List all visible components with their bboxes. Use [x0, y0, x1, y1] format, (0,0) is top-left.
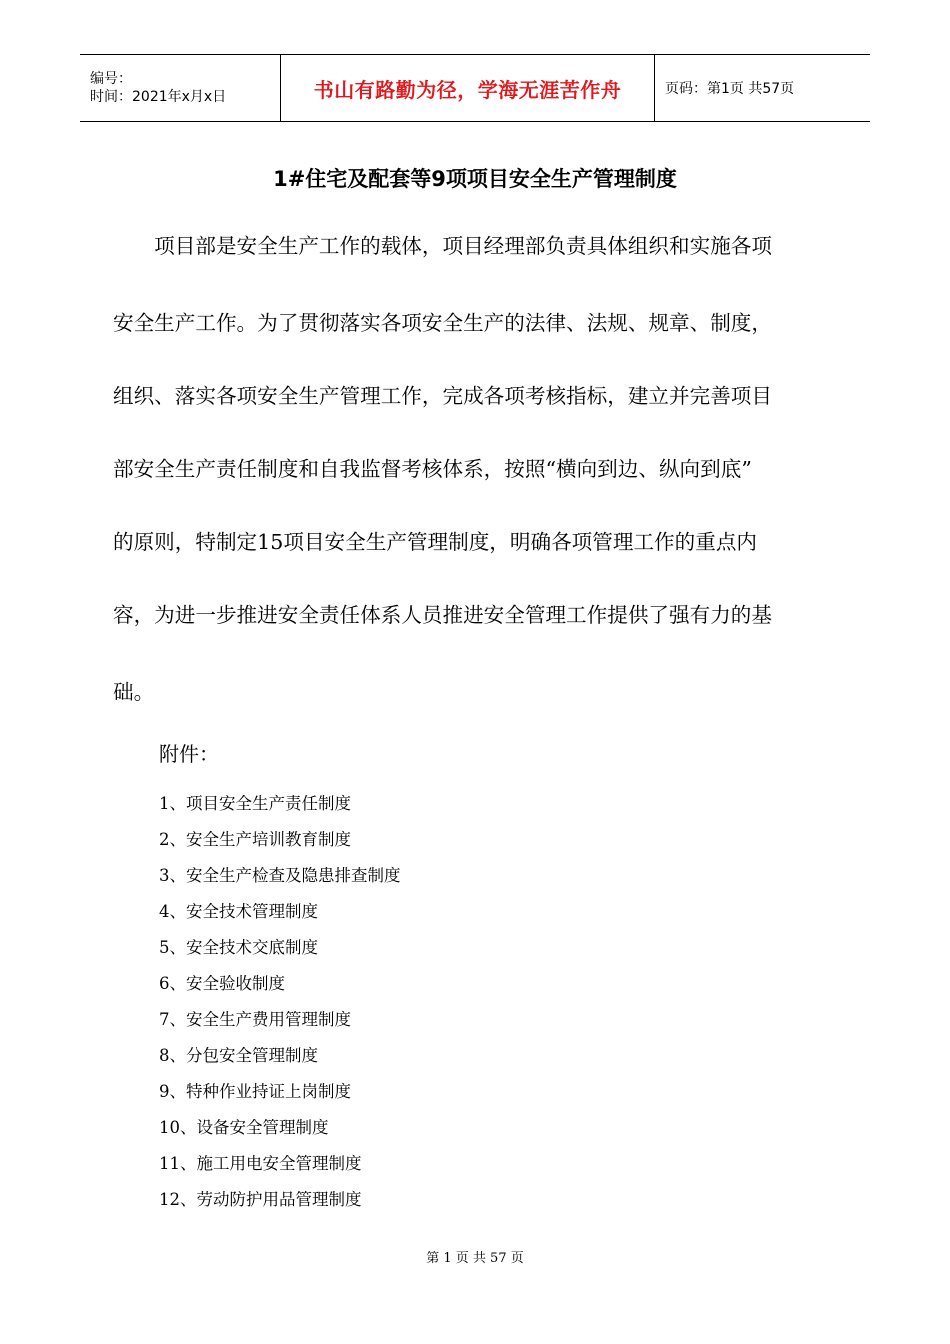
paragraph-line: 部安全生产责任制度和自我监督考核体系，按照“横向到边、纵向到底”: [113, 457, 752, 481]
list-item: 5、安全技术交底制度: [159, 938, 318, 957]
document-time: 时间：2021年x月x日: [90, 89, 227, 105]
header-page-info: [655, 55, 870, 121]
list-item: 9、特种作业持证上岗制度: [159, 1082, 351, 1101]
paragraph-line: 项目部是安全生产工作的载体，项目经理部负责具体组织和实施各项: [113, 234, 772, 258]
list-item: 6、安全验收制度: [159, 974, 285, 993]
document-title: 1#住宅及配套等9项项目安全生产管理制度: [273, 167, 677, 191]
list-item: 11、施工用电安全管理制度: [159, 1154, 362, 1173]
page-info-text: 页码：第1页 共57页: [665, 81, 795, 97]
paragraph-line: 组织、落实各项安全生产管理工作，完成各项考核指标，建立并完善项目: [113, 384, 772, 408]
paragraph-line: 容，为进一步推进安全责任体系人员推进安全管理工作提供了强有力的基: [113, 603, 772, 627]
attachment-label: 附件：: [159, 742, 219, 766]
header-motto: [281, 55, 655, 121]
list-item: 1、项目安全生产责任制度: [159, 794, 351, 813]
paragraph-line: 的原则，特制定15项目安全生产管理制度，明确各项管理工作的重点内: [113, 530, 758, 554]
list-item: 8、分包安全管理制度: [159, 1046, 318, 1065]
page-footer: 第 1 页 共 57 页: [426, 1251, 524, 1266]
page-header: [80, 54, 870, 122]
list-item: 3、安全生产检查及隐患排查制度: [159, 866, 401, 885]
list-item: 4、安全技术管理制度: [159, 902, 318, 921]
document-number-label: 编号：: [90, 71, 132, 87]
list-item: 7、安全生产费用管理制度: [159, 1010, 351, 1029]
list-item: 10、设备安全管理制度: [159, 1118, 329, 1137]
list-item: 2、安全生产培训教育制度: [159, 830, 351, 849]
paragraph-line: 安全生产工作。为了贯彻落实各项安全生产的法律、法规、规章、制度，: [113, 311, 772, 335]
list-item: 12、劳动防护用品管理制度: [159, 1190, 362, 1209]
paragraph-line: 础。: [113, 680, 155, 704]
motto-text: 书山有路勤为径，学海无涯苦作舟: [313, 77, 622, 102]
header-meta: [80, 55, 281, 121]
